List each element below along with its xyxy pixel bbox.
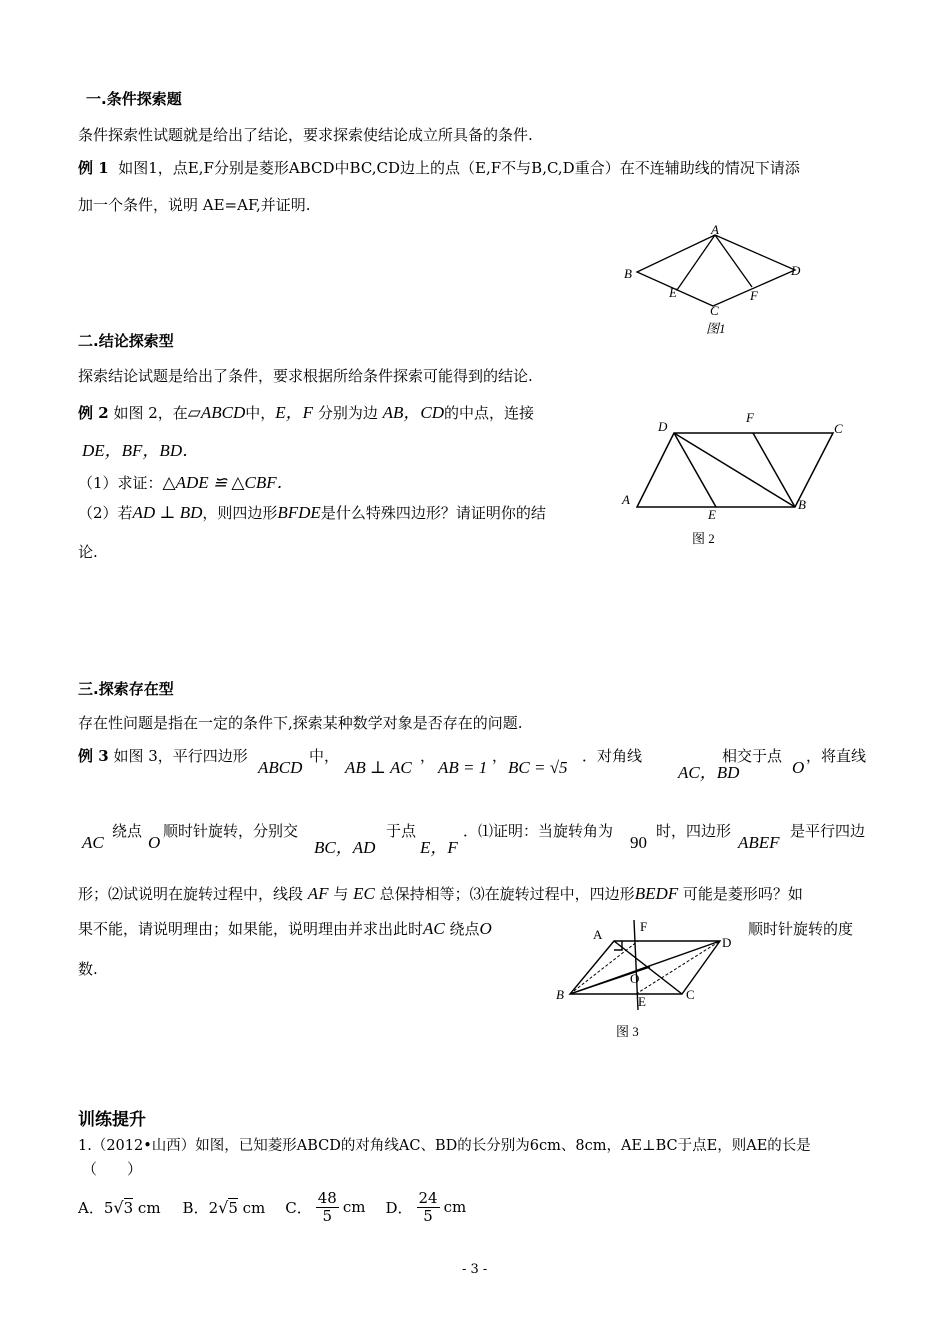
ex3-l1-e: ， bbox=[420, 747, 436, 765]
example-1-line-2: 加一个条件，说明 AE=AF,并证明. bbox=[78, 196, 311, 214]
fig3-caption: 图 3 bbox=[616, 1024, 639, 1039]
choice-b-unit: cm bbox=[242, 1198, 266, 1217]
q2-math-1: AD ⊥ BD bbox=[132, 503, 203, 522]
fig2-label-c: C bbox=[834, 421, 843, 436]
ex3-l1-c: 中， bbox=[309, 747, 340, 765]
example-2-question-1 bbox=[78, 468, 294, 493]
example-2-sides: AB，CD bbox=[382, 403, 444, 422]
example-3-label: 例 3 bbox=[78, 747, 109, 765]
ex3-l2-90: 90 bbox=[630, 833, 647, 852]
q1-prefix: （1）求证： bbox=[78, 474, 163, 492]
q2-mid: ，则四边形 bbox=[202, 504, 278, 522]
ex3-l1-g: ， bbox=[492, 747, 508, 765]
choice-c-den: 5 bbox=[322, 1206, 333, 1225]
ex3-l1-a: 如图 3，平行四边形 bbox=[113, 747, 248, 765]
fig1-label-e: E bbox=[669, 285, 677, 300]
example-2-line-1 bbox=[78, 398, 534, 423]
ex3-l3-a: 形；⑵试说明在旋转过程中，线段 bbox=[78, 885, 304, 903]
fig3-label-f: F bbox=[640, 919, 648, 934]
ex3-bc-eq: BC = √5 bbox=[508, 758, 568, 777]
ex3-l2-d: 顺时针旋转，分别交 bbox=[163, 822, 299, 840]
fig3-label-b: B bbox=[556, 987, 564, 1002]
answer-parentheses: （ ） bbox=[82, 1160, 143, 1178]
ex3-l3 bbox=[78, 883, 803, 904]
ex3-l1-m: ，将直线 bbox=[806, 747, 867, 765]
section-2-title: 二.结论探索型 bbox=[78, 332, 174, 350]
fig2-label-a: A bbox=[622, 492, 630, 507]
section-2-intro: 探索结论试题是给出了条件，要求根据所给条件探索可能得到的结论. bbox=[78, 367, 533, 385]
fig2-label-e: E bbox=[708, 507, 716, 522]
example-1-label: 例 1 bbox=[78, 159, 109, 177]
section-1-title: 一.条件探索题 bbox=[86, 90, 182, 108]
fig3-label-c: C bbox=[686, 987, 695, 1002]
choice-c-label: C． bbox=[285, 1198, 312, 1217]
ex3-ab-perp-ac: AB ⊥ AC bbox=[345, 758, 412, 777]
fig2-label-b: B bbox=[798, 497, 806, 512]
example-2-text-e: 分别为边 bbox=[317, 404, 378, 422]
ex3-l1-i: ．对角线 bbox=[582, 747, 643, 765]
choice-c-num: 48 bbox=[317, 1188, 337, 1207]
ex3-l2-h: ．⑴证明：当旋转角为 bbox=[463, 822, 614, 840]
ex3-l3-bedf: BEDF bbox=[634, 884, 679, 903]
ex3-l2-ef: E，F bbox=[420, 838, 458, 857]
ex3-l3-g: 可能是菱形吗？如 bbox=[682, 885, 803, 903]
choice-a-unit: cm bbox=[137, 1198, 161, 1217]
ex3-l3-af: AF bbox=[307, 884, 329, 903]
fig3-label-e: E bbox=[638, 994, 646, 1009]
ex3-l2-l: 是平行四边 bbox=[790, 822, 866, 840]
ex3-l3-ec: EC bbox=[353, 884, 375, 903]
ex3-l4-ac: AC bbox=[423, 919, 445, 938]
ex3-l5: 数. bbox=[78, 960, 98, 978]
fig1-label-c: C bbox=[710, 303, 719, 318]
ex3-l4 bbox=[78, 918, 492, 939]
example-2-points-ef: E，F bbox=[275, 403, 314, 422]
ex3-l2-f: 于点 bbox=[386, 822, 417, 840]
fig2-label-d: D bbox=[658, 419, 668, 434]
section-3-intro: 存在性问题是指在一定的条件下,探索某种数学对象是否存在的问题. bbox=[78, 714, 523, 732]
figure-3-parallelogram bbox=[550, 912, 750, 1047]
ex3-l2-ac: AC bbox=[82, 833, 104, 852]
ex3-ac-bd: AC，BD bbox=[678, 763, 740, 782]
example-2-parallelogram: ▱ABCD bbox=[187, 403, 246, 422]
choice-a bbox=[78, 1197, 161, 1218]
ex3-l2-b: 绕点 bbox=[112, 822, 143, 840]
choice-d-fraction bbox=[417, 1190, 440, 1225]
ex3-l2-j: 时，四边形 bbox=[656, 822, 732, 840]
ex3-l2-abef: ABEF bbox=[738, 833, 780, 852]
choice-d-num: 24 bbox=[418, 1188, 438, 1207]
q2-prefix: （2）若 bbox=[78, 504, 133, 522]
example-2-text-c: 中， bbox=[245, 404, 276, 422]
ex3-l4-a: 果不能，请说明理由；如果能，说明理由并求出此时 bbox=[78, 920, 424, 938]
fig2-caption: 图 2 bbox=[692, 531, 715, 546]
fig1-label-d: D bbox=[791, 263, 801, 278]
fig3-label-o: O bbox=[630, 971, 640, 986]
example-2-question-2 bbox=[78, 502, 546, 523]
ex3-o: O bbox=[792, 758, 805, 777]
choice-a-label: A．5 bbox=[78, 1198, 114, 1217]
choice-b-radicand: 5 bbox=[228, 1198, 238, 1217]
ex3-l3-e: 总保持相等；⑶在旋转过程中，四边形 bbox=[379, 885, 635, 903]
q2-math-2: BFDE bbox=[277, 503, 321, 522]
sqrt-icon: √ bbox=[218, 1197, 229, 1217]
ex3-l2-o: O bbox=[148, 833, 161, 852]
training-question-1: 1.（2012•山西）如图，已知菱形ABCD的对角线AC、BD的长分别为6cm、8cm，AE⊥BC于点E，则AE的长是 bbox=[78, 1138, 811, 1154]
choice-c-unit: cm bbox=[342, 1198, 366, 1216]
example-3-label-row bbox=[78, 745, 248, 766]
example-2-text-g: 的中点，连接 bbox=[444, 404, 535, 422]
fig2-label-f: F bbox=[746, 410, 754, 425]
q1-math: △ADE ≌ △CBF． bbox=[162, 473, 294, 492]
fig1-label-a: A bbox=[711, 222, 719, 237]
example-2-text-a: 如图 2，在 bbox=[113, 404, 188, 422]
choice-b-label: B．2 bbox=[182, 1198, 219, 1217]
fig3-label-a: A bbox=[593, 927, 603, 942]
choice-d bbox=[385, 1190, 466, 1225]
example-2-label: 例 2 bbox=[78, 404, 109, 422]
choice-d-label: D． bbox=[385, 1198, 413, 1217]
section-3-title: 三.探索存在型 bbox=[78, 680, 174, 698]
page-number: - 3 - bbox=[462, 1262, 488, 1277]
ex3-ab-eq: AB = 1 bbox=[438, 758, 488, 777]
choice-d-unit: cm bbox=[443, 1198, 467, 1216]
ex3-abcd: ABCD bbox=[258, 758, 303, 777]
figure-1-rhombus bbox=[615, 220, 815, 340]
fig1-caption: 图1 bbox=[706, 321, 726, 336]
fig1-label-f: F bbox=[750, 288, 758, 303]
q2-suffix: 是什么特殊四边形？请证明你的结 bbox=[320, 504, 546, 522]
choice-c-fraction bbox=[316, 1190, 339, 1225]
example-2-end: 论. bbox=[78, 543, 98, 561]
ex3-l3-c: 与 bbox=[333, 885, 349, 903]
fig1-label-b: B bbox=[624, 266, 632, 281]
choice-c bbox=[285, 1190, 365, 1225]
choice-b bbox=[183, 1197, 266, 1218]
ex3-l4-c: 绕点 bbox=[449, 920, 480, 938]
sqrt-icon: √ bbox=[113, 1197, 124, 1217]
choice-a-radicand: 3 bbox=[123, 1198, 134, 1217]
example-1-text: 如图1，点E,F分别是菱形ABCD中BC,CD边上的点（E,F不与B,C,D重合）在不连辅助线的情况下请添 bbox=[118, 159, 800, 177]
figure-2-parallelogram bbox=[615, 405, 855, 550]
ex3-l4-e: 顺时针旋转的度 bbox=[748, 920, 854, 938]
section-1-intro: 条件探索性试题就是给出了结论，要求探索使结论成立所具备的条件. bbox=[78, 126, 533, 144]
section-4-title: 训练提升 bbox=[78, 1110, 146, 1130]
example-2-line-2: DE，BF，BD． bbox=[82, 441, 200, 460]
ex3-l4-o: O bbox=[479, 919, 492, 938]
choices-row bbox=[78, 1183, 466, 1231]
fig3-label-d: D bbox=[722, 935, 732, 950]
example-1-line-1 bbox=[78, 157, 800, 178]
ex3-l2-bc-ad: BC，AD bbox=[314, 838, 376, 857]
ex3-l1-k: 相交于点 bbox=[722, 747, 783, 765]
choice-d-den: 5 bbox=[423, 1206, 433, 1225]
